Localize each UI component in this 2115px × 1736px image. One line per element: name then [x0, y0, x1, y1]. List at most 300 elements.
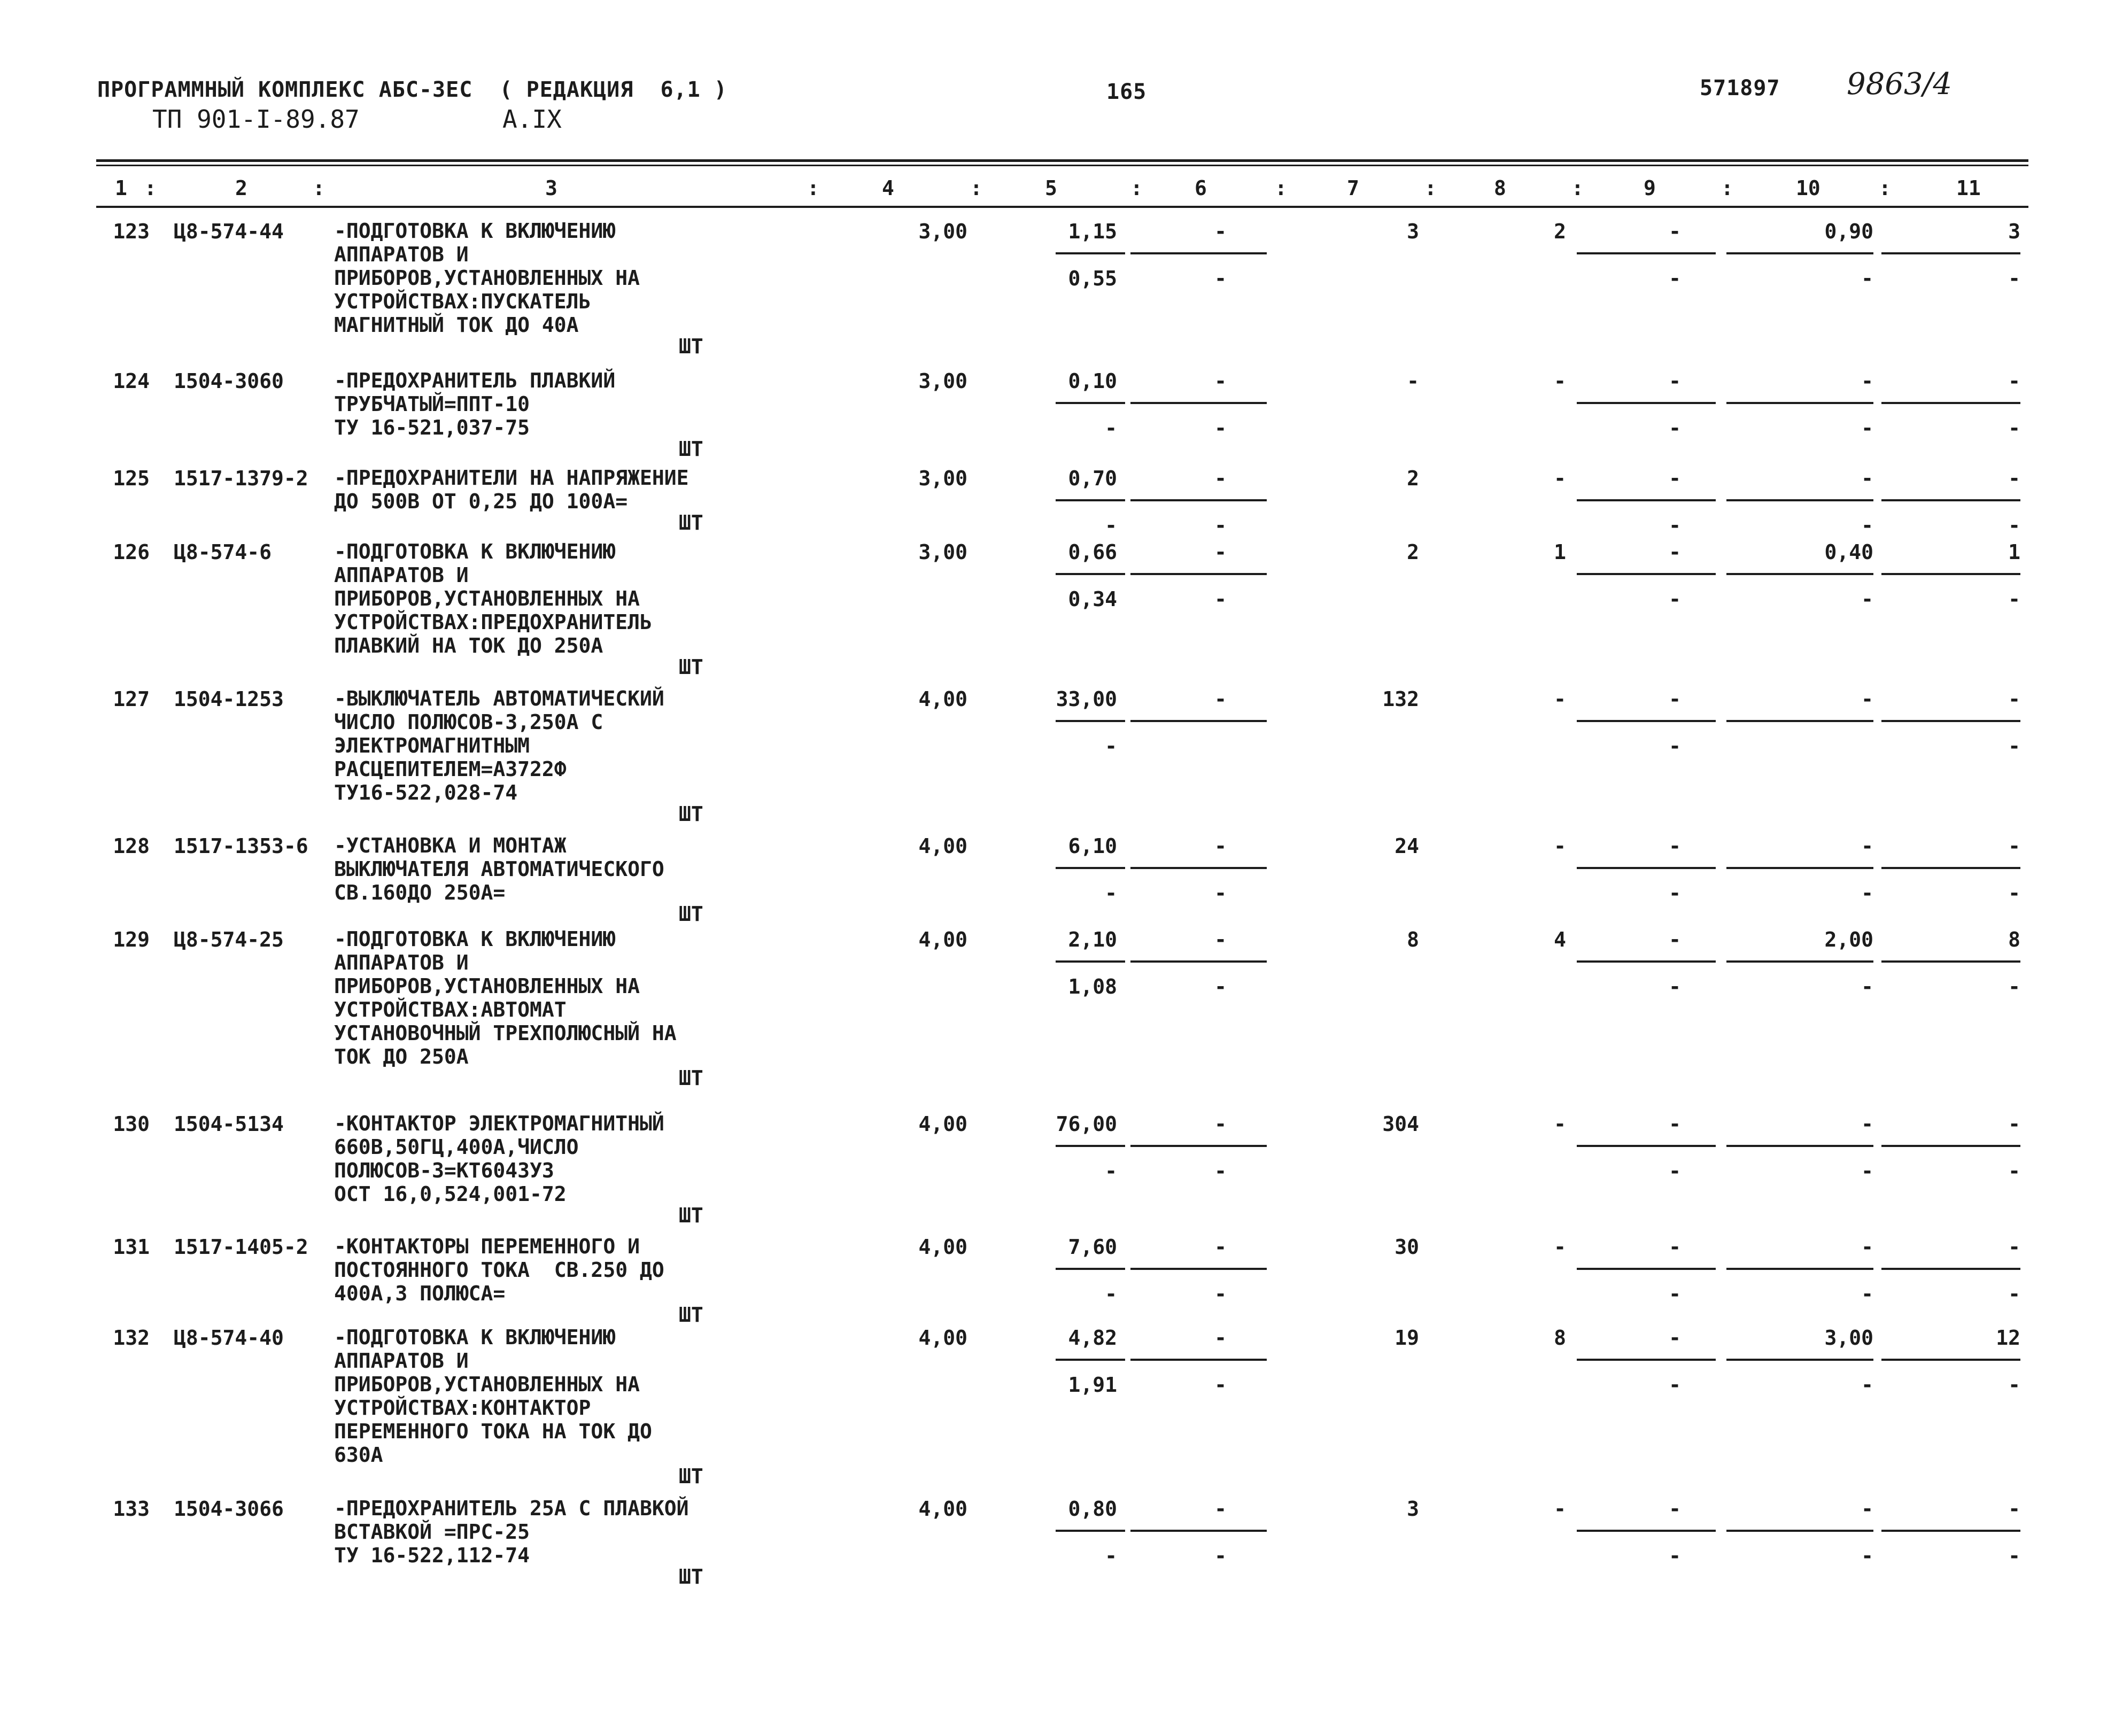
value-c6: - — [1214, 1112, 1227, 1136]
description-line: АППАРАТОВ И — [334, 563, 469, 587]
fraction-line — [1056, 402, 1125, 404]
fraction-line — [1577, 1530, 1716, 1532]
value-c9: - — [1669, 687, 1681, 711]
value-c6b: - — [1214, 881, 1227, 905]
row-number: 131 — [113, 1235, 150, 1259]
value-c11: - — [2008, 1235, 2020, 1259]
fraction-line — [1130, 1530, 1267, 1532]
column-header-10: 10 — [1796, 176, 1820, 200]
fraction-line — [1056, 1145, 1125, 1147]
row-number: 129 — [113, 928, 150, 951]
value-c7: 19 — [1394, 1326, 1419, 1350]
value-c10: - — [1861, 1235, 1873, 1259]
description-line: -ПОДГОТОВКА К ВКЛЮЧЕНИЮ — [334, 927, 616, 951]
value-c6b: - — [1214, 1373, 1227, 1397]
row-number: 123 — [113, 220, 150, 243]
description-line: ТРУБЧАТЫЙ=ППТ-10 — [334, 392, 530, 416]
column-header-1: 1 — [115, 176, 127, 200]
value-c10b: - — [1861, 881, 1873, 905]
project-number: ТП 901-I-89.87 — [152, 105, 360, 134]
column-header-3: 3 — [545, 176, 557, 200]
value-c4: 4,00 — [918, 1235, 967, 1259]
value-c6b: - — [1214, 1159, 1227, 1183]
fraction-line — [1726, 1530, 1873, 1532]
value-c8: - — [1554, 1112, 1566, 1136]
value-c9: - — [1669, 369, 1681, 393]
value-c9: - — [1669, 1235, 1681, 1259]
value-c6: - — [1214, 467, 1227, 490]
unit-label: ШТ — [679, 1204, 703, 1227]
value-c10b: - — [1861, 267, 1873, 290]
value-c11b: - — [2008, 975, 2020, 998]
row-number: 126 — [113, 540, 150, 564]
value-c5b: - — [1105, 1159, 1117, 1183]
description-line: ЧИСЛО ПОЛЮСОВ-3,250А С — [334, 710, 603, 734]
column-separator: : — [313, 176, 325, 200]
value-c9b: - — [1669, 416, 1681, 440]
description-line: -ПРЕДОХРАНИТЕЛЬ 25А С ПЛАВКОЙ — [334, 1497, 689, 1520]
description-line: ЭЛЕКТРОМАГНИТНЫМ — [334, 734, 530, 757]
description-line: 660В,50ГЦ,400А,ЧИСЛО — [334, 1135, 579, 1159]
value-c4: 4,00 — [918, 1326, 967, 1350]
value-c6b: - — [1214, 1282, 1227, 1306]
value-c10: - — [1861, 834, 1873, 858]
unit-label: ШТ — [679, 335, 703, 358]
description-line: ВЫКЛЮЧАТЕЛЯ АВТОМАТИЧЕСКОГО — [334, 857, 664, 881]
value-c10: 2,00 — [1824, 928, 1873, 951]
value-c9: - — [1669, 1326, 1681, 1350]
description-line: -ПОДГОТОВКА К ВКЛЮЧЕНИЮ — [334, 1326, 616, 1349]
fraction-line — [1577, 960, 1716, 963]
value-c10b: - — [1861, 587, 1873, 611]
value-c6b: - — [1214, 416, 1227, 440]
fraction-line — [1577, 867, 1716, 869]
value-c5: 33,00 — [1056, 687, 1117, 711]
value-c4: 3,00 — [918, 540, 967, 564]
fraction-line — [1577, 720, 1716, 722]
unit-label: ШТ — [679, 1066, 703, 1090]
value-c10b: - — [1861, 1159, 1873, 1183]
description-line: -УСТАНОВКА И МОНТАЖ — [334, 834, 567, 857]
value-c10: 0,40 — [1824, 540, 1873, 564]
value-c8: - — [1554, 1235, 1566, 1259]
column-separator: : — [1275, 176, 1287, 200]
value-c9b: - — [1669, 1373, 1681, 1397]
unit-label: ШТ — [679, 655, 703, 679]
value-c4: 3,00 — [918, 369, 967, 393]
value-c6: - — [1214, 928, 1227, 951]
value-c8: 4 — [1554, 928, 1566, 951]
value-c10b: - — [1861, 1373, 1873, 1397]
description-line: -КОНТАКТОРЫ ПЕРЕМЕННОГО И — [334, 1235, 640, 1258]
description-line: ТУ16-522,028-74 — [334, 781, 518, 804]
value-c9b: - — [1669, 1159, 1681, 1183]
fraction-line — [1577, 402, 1716, 404]
fraction-line — [1577, 1359, 1716, 1361]
description-line: ПОЛЮСОВ-3=КТ6043У3 — [334, 1159, 554, 1182]
description-line: -КОНТАКТОР ЭЛЕКТРОМАГНИТНЫЙ — [334, 1112, 664, 1135]
value-c8: - — [1554, 369, 1566, 393]
value-c5b: - — [1105, 514, 1117, 537]
value-c5b: - — [1105, 416, 1117, 440]
value-c7: 3 — [1407, 220, 1419, 243]
value-c6: - — [1214, 687, 1227, 711]
value-c11: - — [2008, 1497, 2020, 1521]
fraction-line — [1056, 1359, 1125, 1361]
value-c11: - — [2008, 1112, 2020, 1136]
value-c4: 3,00 — [918, 467, 967, 490]
value-c6b: - — [1214, 1544, 1227, 1568]
description-line: УСТРОЙСТВАХ:ПУСКАТЕЛЬ — [334, 290, 591, 313]
resource-code: Ц8-574-25 — [174, 928, 284, 951]
column-header-9: 9 — [1644, 176, 1656, 200]
fraction-line — [1726, 252, 1873, 254]
value-c7: 2 — [1407, 467, 1419, 490]
value-c11b: - — [2008, 1544, 2020, 1568]
value-c6b: - — [1214, 975, 1227, 998]
fraction-line — [1881, 1145, 2020, 1147]
fraction-line — [1726, 1359, 1873, 1361]
column-separator: : — [1721, 176, 1733, 200]
fraction-line — [1130, 573, 1267, 575]
resource-code: 1517-1405-2 — [174, 1235, 308, 1259]
description-line: ПОСТОЯННОГО ТОКА СВ.250 ДО — [334, 1258, 664, 1282]
value-c5: 0,66 — [1068, 540, 1117, 564]
value-c9: - — [1669, 220, 1681, 243]
description-line: ТОК ДО 250А — [334, 1045, 469, 1068]
value-c4: 4,00 — [918, 834, 967, 858]
resource-code: 1504-5134 — [174, 1112, 284, 1136]
description-line: ОСТ 16,0,524,001-72 — [334, 1182, 567, 1206]
description-line: АППАРАТОВ И — [334, 951, 469, 974]
column-separator: : — [144, 176, 157, 200]
column-header-11: 11 — [1956, 176, 1981, 200]
unit-label: ШТ — [679, 437, 703, 461]
fraction-line — [1130, 402, 1267, 404]
fraction-line — [1577, 1145, 1716, 1147]
description-line: СВ.160ДО 250А= — [334, 881, 506, 904]
column-separator: : — [1130, 176, 1143, 200]
description-line: -ПОДГОТОВКА К ВКЛЮЧЕНИЮ — [334, 540, 616, 563]
fraction-line — [1726, 573, 1873, 575]
value-c10b: - — [1861, 416, 1873, 440]
value-c11b: - — [2008, 416, 2020, 440]
fraction-line — [1056, 867, 1125, 869]
fraction-line — [1130, 499, 1267, 501]
description-line: 400А,3 ПОЛЮСА= — [334, 1282, 506, 1305]
value-c11: - — [2008, 834, 2020, 858]
value-c9: - — [1669, 1497, 1681, 1521]
value-c7: 8 — [1407, 928, 1419, 951]
value-c6b: - — [1214, 587, 1227, 611]
unit-label: ШТ — [679, 902, 703, 926]
unit-label: ШТ — [679, 1565, 703, 1588]
value-c11b: - — [2008, 1282, 2020, 1306]
fraction-line — [1881, 867, 2020, 869]
column-header-4: 4 — [882, 176, 894, 200]
program-title: ПРОГРАММНЫЙ КОМПЛЕКС АБС-ЗЕС ( РЕДАКЦИЯ 6,1 ) — [97, 78, 727, 102]
description-line: УСТРОЙСТВАХ:КОНТАКТОР — [334, 1396, 591, 1420]
value-c10: - — [1861, 467, 1873, 490]
row-number: 125 — [113, 467, 150, 490]
column-separator: : — [970, 176, 982, 200]
row-number: 127 — [113, 687, 150, 711]
column-separator: : — [1424, 176, 1437, 200]
value-c6: - — [1214, 369, 1227, 393]
value-c9b: - — [1669, 1544, 1681, 1568]
fraction-line — [1577, 573, 1716, 575]
value-c8: - — [1554, 467, 1566, 490]
fraction-line — [1130, 1359, 1267, 1361]
value-c5: 2,10 — [1068, 928, 1117, 951]
row-number: 132 — [113, 1326, 150, 1350]
value-c5: 0,70 — [1068, 467, 1117, 490]
value-c9: - — [1669, 467, 1681, 490]
description-line: ДО 500В ОТ 0,25 ДО 100А= — [334, 490, 628, 513]
fraction-line — [1577, 252, 1716, 254]
value-c5: 0,80 — [1068, 1497, 1117, 1521]
value-c9b: - — [1669, 514, 1681, 537]
value-c6b: - — [1214, 267, 1227, 290]
description-line: -ПРЕДОХРАНИТЕЛИ НА НАПРЯЖЕНИЕ — [334, 466, 689, 490]
fraction-line — [1881, 720, 2020, 722]
value-c4: 4,00 — [918, 1112, 967, 1136]
description-line: АППАРАТОВ И — [334, 1349, 469, 1373]
fraction-line — [1881, 499, 2020, 501]
value-c10: - — [1861, 1497, 1873, 1521]
column-separator: : — [1571, 176, 1584, 200]
value-c10b: - — [1861, 1544, 1873, 1568]
value-c5: 4,82 — [1068, 1326, 1117, 1350]
value-c11b: - — [2008, 514, 2020, 537]
row-number: 128 — [113, 834, 150, 858]
unit-label: ШТ — [679, 802, 703, 826]
fraction-line — [1726, 499, 1873, 501]
value-c11: 3 — [2008, 220, 2020, 243]
resource-code: 1517-1353-6 — [174, 834, 308, 858]
value-c6: - — [1214, 1497, 1227, 1521]
fraction-line — [1881, 1268, 2020, 1270]
page-number: 165 — [1106, 80, 1147, 104]
value-c5b: 0,34 — [1068, 587, 1117, 611]
value-c11b: - — [2008, 881, 2020, 905]
value-c5b: 1,08 — [1068, 975, 1117, 998]
value-c11b: - — [2008, 587, 2020, 611]
resource-code: Ц8-574-6 — [174, 540, 272, 564]
column-header-6: 6 — [1195, 176, 1207, 200]
fraction-line — [1130, 867, 1267, 869]
top-rule — [96, 159, 2028, 162]
resource-code: Ц8-574-40 — [174, 1326, 284, 1350]
value-c6: - — [1214, 1326, 1227, 1350]
description-line: ПРИБОРОВ,УСТАНОВЛЕННЫХ НА — [334, 587, 640, 610]
resource-code: 1504-3066 — [174, 1497, 284, 1521]
value-c11b: - — [2008, 267, 2020, 290]
fraction-line — [1726, 402, 1873, 404]
value-c5: 7,60 — [1068, 1235, 1117, 1259]
value-c10: - — [1861, 369, 1873, 393]
fraction-line — [1056, 499, 1125, 501]
description-line: РАСЦЕПИТЕЛЕМ=А3722Ф — [334, 757, 567, 781]
value-c10: 3,00 — [1824, 1326, 1873, 1350]
value-c9b: - — [1669, 975, 1681, 998]
value-c11: - — [2008, 687, 2020, 711]
value-c6: - — [1214, 1235, 1227, 1259]
value-c6: - — [1214, 220, 1227, 243]
description-line: МАГНИТНЫЙ ТОК ДО 40А — [334, 313, 579, 337]
value-c7: 132 — [1382, 687, 1419, 711]
value-c9b: - — [1669, 587, 1681, 611]
unit-label: ШТ — [679, 1303, 703, 1327]
value-c6: - — [1214, 540, 1227, 564]
value-c5: 0,10 — [1068, 369, 1117, 393]
value-c9: - — [1669, 834, 1681, 858]
value-c4: 4,00 — [918, 687, 967, 711]
value-c10b: - — [1861, 514, 1873, 537]
description-line: ВСТАВКОЙ =ПРС-25 — [334, 1520, 530, 1544]
column-header-7: 7 — [1347, 176, 1359, 200]
value-c5b: - — [1105, 734, 1117, 758]
description-line: УСТРОЙСТВАХ:АВТОМАТ — [334, 998, 567, 1021]
fraction-line — [1726, 960, 1873, 963]
description-line: ПРИБОРОВ,УСТАНОВЛЕННЫХ НА — [334, 266, 640, 290]
value-c4: 4,00 — [918, 1497, 967, 1521]
fraction-line — [1130, 960, 1267, 963]
value-c8: 2 — [1554, 220, 1566, 243]
column-separator: : — [1879, 176, 1891, 200]
row-number: 133 — [113, 1497, 150, 1521]
fraction-line — [1130, 720, 1267, 722]
value-c7: 24 — [1394, 834, 1419, 858]
value-c5b: - — [1105, 881, 1117, 905]
description-line: ПЛАВКИЙ НА ТОК ДО 250А — [334, 634, 603, 657]
description-line: ТУ 16-522,112-74 — [334, 1544, 530, 1567]
fraction-line — [1056, 960, 1125, 963]
value-c11b: - — [2008, 1159, 2020, 1183]
fraction-line — [1881, 252, 2020, 254]
fraction-line — [1726, 720, 1873, 722]
value-c7: 2 — [1407, 540, 1419, 564]
value-c5: 1,15 — [1068, 220, 1117, 243]
album-number: А.IX — [502, 105, 562, 134]
value-c5b: 0,55 — [1068, 267, 1117, 290]
fraction-line — [1881, 960, 2020, 963]
description-line: ПРИБОРОВ,УСТАНОВЛЕННЫХ НА — [334, 1373, 640, 1396]
fraction-line — [1726, 867, 1873, 869]
description-line: УСТРОЙСТВАХ:ПРЕДОХРАНИТЕЛЬ — [334, 610, 652, 634]
row-number: 130 — [113, 1112, 150, 1136]
description-line: УСТАНОВОЧНЫЙ ТРЕХПОЛЮСНЫЙ НА — [334, 1021, 677, 1045]
description-line: -ПОДГОТОВКА К ВКЛЮЧЕНИЮ — [334, 219, 616, 243]
value-c9b: - — [1669, 267, 1681, 290]
value-c7: 304 — [1382, 1112, 1419, 1136]
fraction-line — [1577, 499, 1716, 501]
value-c11: - — [2008, 369, 2020, 393]
fraction-line — [1726, 1145, 1873, 1147]
resource-code: Ц8-574-44 — [174, 220, 284, 243]
value-c7: 3 — [1407, 1497, 1419, 1521]
value-c10b: - — [1861, 1282, 1873, 1306]
value-c5b: - — [1105, 1282, 1117, 1306]
column-header-5: 5 — [1045, 176, 1057, 200]
description-line: 630А — [334, 1443, 383, 1467]
value-c9b: - — [1669, 1282, 1681, 1306]
value-c7: - — [1407, 369, 1419, 393]
description-line: -ВЫКЛЮЧАТЕЛЬ АВТОМАТИЧЕСКИЙ — [334, 687, 664, 710]
value-c5b: - — [1105, 1544, 1117, 1568]
value-c11: 12 — [1996, 1326, 2020, 1350]
resource-code: 1504-1253 — [174, 687, 284, 711]
value-c7: 30 — [1394, 1235, 1419, 1259]
fraction-line — [1726, 1268, 1873, 1270]
value-c11: 1 — [2008, 540, 2020, 564]
fraction-line — [1881, 1359, 2020, 1361]
value-c10b: - — [1861, 975, 1873, 998]
value-c6b: - — [1214, 514, 1227, 537]
description-line: ПРИБОРОВ,УСТАНОВЛЕННЫХ НА — [334, 974, 640, 998]
description-line: -ПРЕДОХРАНИТЕЛЬ ПЛАВКИЙ — [334, 369, 616, 392]
value-c5b: 1,91 — [1068, 1373, 1117, 1397]
column-header-2: 2 — [235, 176, 247, 200]
fraction-line — [1056, 573, 1125, 575]
fraction-line — [1056, 1530, 1125, 1532]
value-c5: 6,10 — [1068, 834, 1117, 858]
fraction-line — [1881, 402, 2020, 404]
resource-code: 1504-3060 — [174, 369, 284, 393]
fraction-line — [1130, 1268, 1267, 1270]
fraction-line — [1056, 720, 1125, 722]
fraction-line — [1130, 252, 1267, 254]
fraction-line — [1130, 1145, 1267, 1147]
row-number: 124 — [113, 369, 150, 393]
value-c8: - — [1554, 1497, 1566, 1521]
handwritten-number: 9863/4 — [1847, 67, 1953, 102]
value-c9: - — [1669, 928, 1681, 951]
resource-code: 1517-1379-2 — [174, 467, 308, 490]
fraction-line — [1881, 573, 2020, 575]
value-c9b: - — [1669, 881, 1681, 905]
fraction-line — [1056, 252, 1125, 254]
header-bottom-rule — [96, 206, 2028, 208]
value-c11b: - — [2008, 1373, 2020, 1397]
value-c8: 1 — [1554, 540, 1566, 564]
value-c8: 8 — [1554, 1326, 1566, 1350]
unit-label: ШТ — [679, 511, 703, 534]
column-separator: : — [807, 176, 819, 200]
value-c10: 0,90 — [1824, 220, 1873, 243]
value-c4: 4,00 — [918, 928, 967, 951]
description-line: АППАРАТОВ И — [334, 243, 469, 266]
unit-label: ШТ — [679, 1464, 703, 1488]
column-header-8: 8 — [1494, 176, 1506, 200]
value-c8: - — [1554, 687, 1566, 711]
fraction-line — [1056, 1268, 1125, 1270]
value-c9b: - — [1669, 734, 1681, 758]
value-c11b: - — [2008, 734, 2020, 758]
fraction-line — [1881, 1530, 2020, 1532]
value-c11: - — [2008, 467, 2020, 490]
value-c10: - — [1861, 687, 1873, 711]
value-c9: - — [1669, 1112, 1681, 1136]
value-c5: 76,00 — [1056, 1112, 1117, 1136]
value-c9: - — [1669, 540, 1681, 564]
fraction-line — [1577, 1268, 1716, 1270]
description-line: ТУ 16-521,037-75 — [334, 416, 530, 439]
value-c6: - — [1214, 834, 1227, 858]
top-rule-thin — [96, 165, 2028, 166]
value-c8: - — [1554, 834, 1566, 858]
value-c4: 3,00 — [918, 220, 967, 243]
